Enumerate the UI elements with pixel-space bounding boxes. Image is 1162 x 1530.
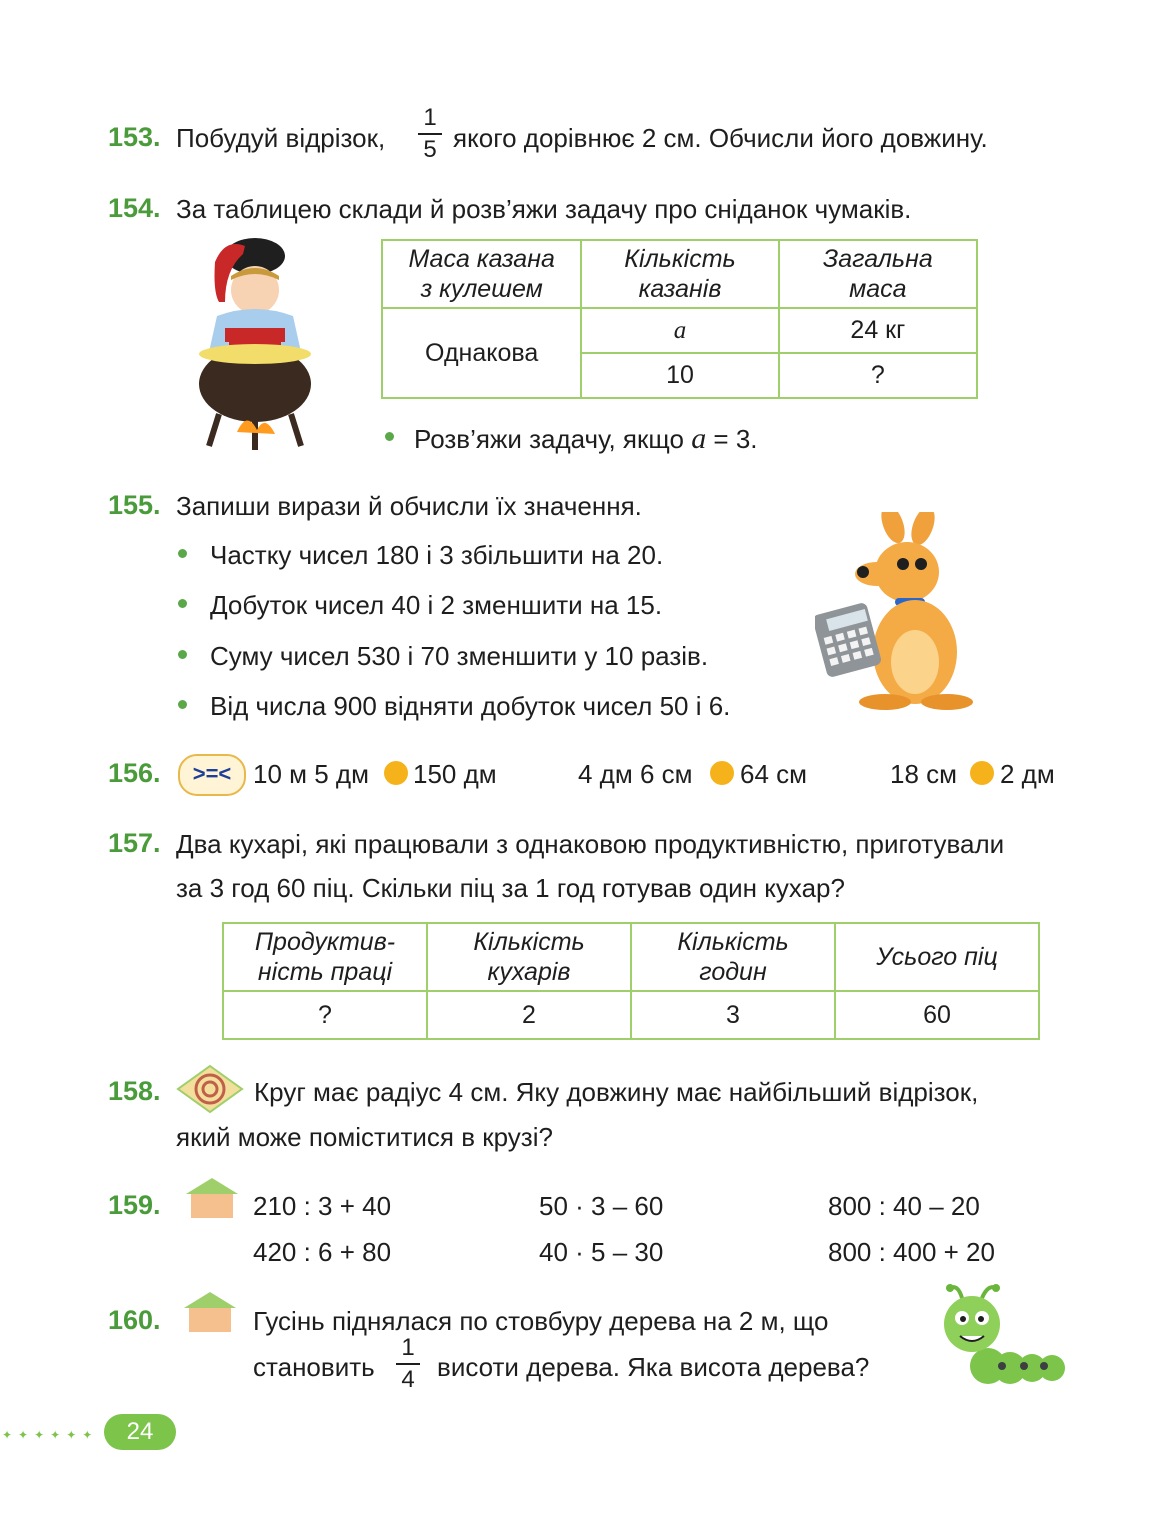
expression-3: 800 : 40 – 20 (828, 1191, 980, 1221)
header-cooks-count: Кількість кухарів (427, 923, 631, 991)
bullet-icon (178, 700, 187, 709)
header-productivity: Продуктив- ність праці (223, 923, 427, 991)
task-154-subtask: Розв’яжи задачу, якщо a = 3. (414, 422, 758, 455)
cell-unknown: ? (779, 353, 977, 398)
task-154-number: 154. (108, 193, 161, 223)
expression-6: 800 : 400 + 20 (828, 1237, 995, 1267)
task-160-text-before: становить (253, 1352, 375, 1382)
caterpillar-illustration (940, 1284, 1066, 1400)
compare-1-left: 10 м 5 дм (253, 759, 369, 789)
homework-house-icon (184, 1292, 236, 1332)
fraction-denominator: 4 (401, 1366, 415, 1393)
cell-same-mass: Однакова (382, 308, 581, 398)
task-153-text-before: Побудуй відрізок, (176, 123, 386, 153)
compare-3-left: 18 см (890, 759, 958, 789)
task-160-fraction (396, 1336, 420, 1392)
cell-productivity-value: ? (223, 991, 427, 1039)
task-160-number: 160. (108, 1305, 161, 1335)
header-total-mass: Загальна маса (779, 240, 977, 308)
task-155-text: Запиши вирази й обчисли їх значення. (176, 491, 642, 521)
task-157-line-2: за 3 год 60 піц. Скільки піц за 1 год готував один кухар? (176, 873, 845, 903)
bullet-icon (385, 432, 394, 441)
task-157-number: 157. (108, 828, 161, 858)
expression-1: 210 : 3 + 40 (253, 1191, 392, 1221)
compare-placeholder-dot-icon (710, 761, 734, 785)
page-number: 24 (126, 1418, 154, 1445)
header-total-pizzas: Усього піц (835, 923, 1039, 991)
cell-pizzas-value: 60 (835, 991, 1039, 1039)
compare-2-left: 4 дм 6 см (578, 759, 693, 789)
cossack-boy-illustration (185, 232, 325, 457)
compare-placeholder-dot-icon (970, 761, 994, 785)
task-160-line-1: Гусінь піднялася по стовбуру дерева на 2 м, що (253, 1306, 829, 1336)
task-157-line-1: Два кухарі, які працювали з однаковою продуктивністю, приготували (176, 829, 1005, 859)
footer-stars-icon: ✦✦✦✦✦✦ (2, 1428, 99, 1442)
task-154-table (381, 239, 978, 399)
cell-total-24kg: 24 кг (779, 308, 977, 353)
homework-house-icon (186, 1178, 238, 1218)
kangaroo-with-calculator-illustration (815, 512, 975, 712)
task-155-item-1: Частку чисел 180 і 3 збільшити на 20. (210, 540, 664, 570)
cell-count-10: 10 (581, 353, 778, 398)
cell-variable-a: a (581, 308, 778, 353)
compare-2-right: 64 см (740, 759, 808, 789)
task-156-number: 156. (108, 758, 161, 788)
bullet-icon (178, 650, 187, 659)
task-158-line-1: Круг має радіус 4 см. Яку довжину має найбільший відрізок, (254, 1077, 979, 1107)
task-154-text: За таблицею склади й розв’яжи задачу про сніданок чумаків. (176, 194, 912, 224)
task-153-number: 153. (108, 122, 161, 152)
expression-2: 50 · 3 – 60 (539, 1191, 664, 1221)
bullet-icon (178, 599, 187, 608)
task-158-number: 158. (108, 1076, 161, 1106)
bullet-icon (178, 549, 187, 558)
task-155-item-2: Добуток чисел 40 і 2 зменшити на 15. (210, 590, 663, 620)
fraction-denominator: 5 (423, 136, 437, 163)
compare-placeholder-dot-icon (384, 761, 408, 785)
expression-5: 40 · 5 – 30 (539, 1237, 664, 1267)
task-153-fraction (418, 106, 442, 162)
task-158-line-2: який може поміститися в крузі? (176, 1122, 553, 1152)
task-153-text-after: якого дорівнює 2 см. Обчисли його довжину. (453, 123, 988, 153)
task-155-item-3: Суму чисел 530 і 70 зменшити у 10 разів. (210, 641, 709, 671)
cell-hours-value: 3 (631, 991, 835, 1039)
task-155-item-4: Від числа 900 відняти добуток чисел 50 і 6. (210, 691, 731, 721)
task-160-text-after: висоти дерева. Яка висота дерева? (437, 1352, 870, 1382)
header-hours-count: Кількість годин (631, 923, 835, 991)
fraction-numerator: 1 (423, 104, 437, 131)
task-157-table (222, 922, 1040, 1040)
cell-cooks-value: 2 (427, 991, 631, 1039)
task-159-number: 159. (108, 1190, 161, 1220)
fraction-numerator: 1 (401, 1334, 415, 1361)
header-pot-mass: Маса казана з кулешем (382, 240, 581, 308)
expression-4: 420 : 6 + 80 (253, 1237, 392, 1267)
compare-1-right: 150 дм (413, 759, 497, 789)
header-pot-count: Кількість казанів (581, 240, 778, 308)
page-footer (0, 1412, 190, 1452)
task-155-number: 155. (108, 490, 161, 520)
logic-task-icon (176, 1064, 244, 1114)
compare-signs-icon: >=< (178, 754, 246, 796)
compare-3-right: 2 дм (1000, 759, 1055, 789)
